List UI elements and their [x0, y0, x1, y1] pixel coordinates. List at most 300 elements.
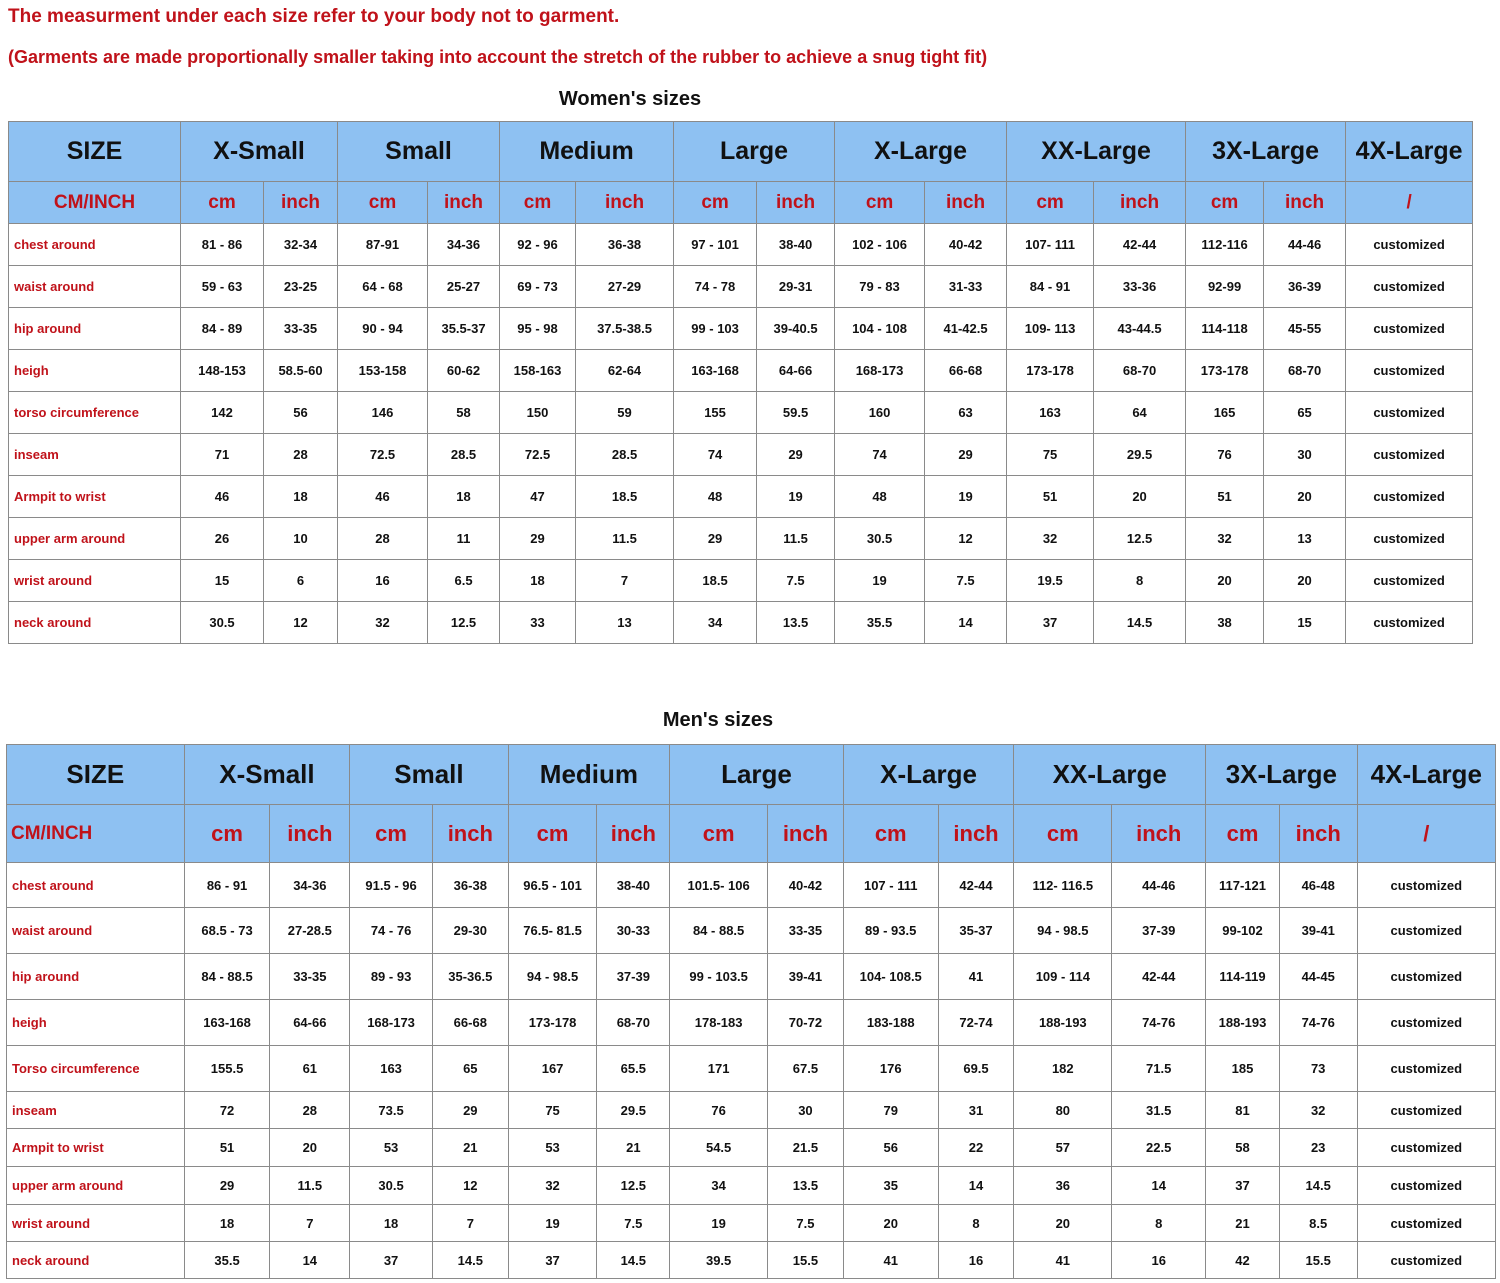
measurement-value: 46-48 [1279, 863, 1357, 908]
unit-header-cell: inch [270, 805, 350, 863]
table-row [7, 1205, 1496, 1242]
table-row [7, 1242, 1496, 1279]
measurement-value: 59 - 63 [181, 266, 264, 308]
measurement-value: 41 [1014, 1242, 1112, 1279]
measurement-value: 64-66 [270, 1000, 350, 1046]
measurement-value: 112-116 [1186, 224, 1264, 266]
measurement-value: 60-62 [428, 350, 500, 392]
measurement-value: 36-38 [576, 224, 674, 266]
measurement-value: 14 [1112, 1167, 1206, 1205]
measurement-value: 27-29 [576, 266, 674, 308]
measurement-value: 63 [925, 392, 1007, 434]
measurement-value: 54.5 [670, 1129, 768, 1167]
measurement-value: 94 - 98.5 [1014, 908, 1112, 954]
measurement-value: 71.5 [1112, 1046, 1206, 1092]
measurement-value: 163-168 [184, 1000, 270, 1046]
measurement-value: 12 [925, 518, 1007, 560]
measurement-value: 20 [270, 1129, 350, 1167]
measurement-value: 94 - 98.5 [508, 954, 597, 1000]
measurement-value: 75 [1007, 434, 1094, 476]
measurement-label: wrist around [9, 560, 181, 602]
measurement-value: 7.5 [768, 1205, 844, 1242]
unit-header-cell: cm [1206, 805, 1280, 863]
table-row [7, 1046, 1496, 1092]
measurement-value: 7.5 [757, 560, 835, 602]
unit-header-cell: inch [576, 182, 674, 224]
measurement-value: 146 [338, 392, 428, 434]
measurement-value: 72.5 [500, 434, 576, 476]
measurement-value: 8 [938, 1205, 1014, 1242]
measurement-value: 27-28.5 [270, 908, 350, 954]
measurement-value: 65.5 [597, 1046, 670, 1092]
size-header-medium: Medium [508, 745, 670, 805]
measurement-value: 20 [1264, 476, 1346, 518]
measurement-value: 34-36 [270, 863, 350, 908]
women-size-header-row [9, 122, 1473, 182]
measurement-label: wrist around [7, 1205, 185, 1242]
measurement-value: 41 [938, 954, 1014, 1000]
measurement-value: 45-55 [1264, 308, 1346, 350]
women-size-table [8, 121, 1473, 644]
measurement-value: 12 [432, 1167, 508, 1205]
measurement-value: 8 [1112, 1205, 1206, 1242]
measurement-value: 84 - 88.5 [184, 954, 270, 1000]
unit-header-cell: cm [1186, 182, 1264, 224]
measurement-value: 33 [500, 602, 576, 644]
measurement-value: 57 [1014, 1129, 1112, 1167]
measurement-value: 158-163 [500, 350, 576, 392]
size-header-medium: Medium [500, 122, 674, 182]
measurement-value: 23 [1279, 1129, 1357, 1167]
measurement-value: 104- 108.5 [843, 954, 938, 1000]
measurement-value: 173-178 [1186, 350, 1264, 392]
measurement-value: 6 [264, 560, 338, 602]
measurement-label: upper arm around [9, 518, 181, 560]
measurement-value: 44-46 [1112, 863, 1206, 908]
measurement-value: 15 [181, 560, 264, 602]
measurement-value: 28.5 [428, 434, 500, 476]
measurement-value: 18 [350, 1205, 433, 1242]
measurement-value: 31 [938, 1092, 1014, 1129]
measurement-label: chest around [9, 224, 181, 266]
measurement-value: 6.5 [428, 560, 500, 602]
measurement-value: 167 [508, 1046, 597, 1092]
measurement-value: 19 [925, 476, 1007, 518]
measurement-value: 69 - 73 [500, 266, 576, 308]
measurement-value: 86 - 91 [184, 863, 270, 908]
measurement-value: 95 - 98 [500, 308, 576, 350]
measurement-value: 74-76 [1279, 1000, 1357, 1046]
table-row [9, 434, 1473, 476]
measurement-value: 35.5-37 [428, 308, 500, 350]
unit-header-cell: cm [670, 805, 768, 863]
measurement-value: 29 [674, 518, 757, 560]
unit-header-cell: inch [1112, 805, 1206, 863]
measurement-value: customized [1357, 1000, 1495, 1046]
size-column-header: SIZE [7, 745, 185, 805]
measurement-value: customized [1346, 476, 1473, 518]
measurement-value: customized [1357, 1129, 1495, 1167]
unit-header-cell: inch [597, 805, 670, 863]
measurement-value: 19.5 [1007, 560, 1094, 602]
measurement-value: 8.5 [1279, 1205, 1357, 1242]
measurement-value: 92 - 96 [500, 224, 576, 266]
table-row [7, 1000, 1496, 1046]
table-row [9, 392, 1473, 434]
measurement-value: 90 - 94 [338, 308, 428, 350]
measurement-value: 87-91 [338, 224, 428, 266]
measurement-value: 74 [835, 434, 925, 476]
measurement-value: 32 [508, 1167, 597, 1205]
measurement-value: 13 [576, 602, 674, 644]
measurement-value: 29.5 [597, 1092, 670, 1129]
measurement-label: neck around [9, 602, 181, 644]
measurement-value: 99-102 [1206, 908, 1280, 954]
measurement-value: 40-42 [925, 224, 1007, 266]
measurement-value: 14.5 [1094, 602, 1186, 644]
measurement-value: 37-39 [1112, 908, 1206, 954]
size-header-xx-large: XX-Large [1007, 122, 1186, 182]
measurement-value: 37 [1007, 602, 1094, 644]
measurement-value: customized [1357, 863, 1495, 908]
measurement-value: 12 [264, 602, 338, 644]
measurement-value: customized [1357, 908, 1495, 954]
note-body-measurement: The measurment under each size refer to your body not to garment. [8, 6, 620, 27]
measurement-value: 80 [1014, 1092, 1112, 1129]
measurement-value: 37 [350, 1242, 433, 1279]
measurement-value: 163-168 [674, 350, 757, 392]
measurement-value: 76 [670, 1092, 768, 1129]
unit-header-cell: inch [432, 805, 508, 863]
measurement-value: 168-173 [350, 1000, 433, 1046]
unit-header-cell: cm [181, 182, 264, 224]
measurement-value: 99 - 103.5 [670, 954, 768, 1000]
measurement-value: 107 - 111 [843, 863, 938, 908]
measurement-value: customized [1346, 266, 1473, 308]
measurement-value: 30.5 [350, 1167, 433, 1205]
measurement-value: 62-64 [576, 350, 674, 392]
measurement-value: 22 [938, 1129, 1014, 1167]
measurement-value: 59.5 [757, 392, 835, 434]
measurement-value: 11.5 [576, 518, 674, 560]
table-row [9, 266, 1473, 308]
table-row [9, 308, 1473, 350]
measurement-value: 36 [1014, 1167, 1112, 1205]
measurement-value: customized [1346, 518, 1473, 560]
measurement-value: 30.5 [181, 602, 264, 644]
measurement-value: 72-74 [938, 1000, 1014, 1046]
table-row [9, 602, 1473, 644]
measurement-value: 33-35 [768, 908, 844, 954]
measurement-value: 188-193 [1206, 1000, 1280, 1046]
measurement-value: 178-183 [670, 1000, 768, 1046]
measurement-value: 102 - 106 [835, 224, 925, 266]
measurement-value: 31-33 [925, 266, 1007, 308]
measurement-value: 185 [1206, 1046, 1280, 1092]
measurement-value: 7 [432, 1205, 508, 1242]
women-sizes-title: Women's sizes [558, 88, 702, 110]
measurement-value: 18.5 [674, 560, 757, 602]
measurement-value: 20 [1094, 476, 1186, 518]
measurement-value: 188-193 [1014, 1000, 1112, 1046]
size-header-3x-large: 3X-Large [1186, 122, 1346, 182]
measurement-label: waist around [7, 908, 185, 954]
measurement-value: 21 [1206, 1205, 1280, 1242]
measurement-value: 18 [428, 476, 500, 518]
measurement-label: heigh [9, 350, 181, 392]
measurement-value: 171 [670, 1046, 768, 1092]
measurement-value: 14.5 [597, 1242, 670, 1279]
measurement-value: 31.5 [1112, 1092, 1206, 1129]
measurement-value: 18 [500, 560, 576, 602]
measurement-value: 20 [1186, 560, 1264, 602]
measurement-value: 28 [270, 1092, 350, 1129]
measurement-value: 25-27 [428, 266, 500, 308]
measurement-value: 32-34 [264, 224, 338, 266]
measurement-value: 114-119 [1206, 954, 1280, 1000]
measurement-value: customized [1357, 1205, 1495, 1242]
measurement-value: 13.5 [768, 1167, 844, 1205]
measurement-value: 19 [757, 476, 835, 518]
table-row [9, 350, 1473, 392]
measurement-value: 163 [350, 1046, 433, 1092]
measurement-value: 109- 113 [1007, 308, 1094, 350]
measurement-value: 7.5 [925, 560, 1007, 602]
measurement-value: 21.5 [768, 1129, 844, 1167]
measurement-value: 14 [270, 1242, 350, 1279]
measurement-value: 81 - 86 [181, 224, 264, 266]
unit-header-cell: cm [184, 805, 270, 863]
measurement-value: 32 [1007, 518, 1094, 560]
measurement-value: 8 [1094, 560, 1186, 602]
measurement-value: 33-35 [270, 954, 350, 1000]
measurement-value: 18 [264, 476, 338, 518]
measurement-value: 39.5 [670, 1242, 768, 1279]
size-header-large: Large [674, 122, 835, 182]
measurement-value: 69.5 [938, 1046, 1014, 1092]
measurement-value: 19 [670, 1205, 768, 1242]
size-header-3x-large: 3X-Large [1206, 745, 1357, 805]
measurement-value: 34-36 [428, 224, 500, 266]
measurement-value: 36-39 [1264, 266, 1346, 308]
measurement-label: waist around [9, 266, 181, 308]
measurement-value: customized [1346, 602, 1473, 644]
measurement-value: 11.5 [270, 1167, 350, 1205]
measurement-value: 37 [1206, 1167, 1280, 1205]
measurement-value: customized [1346, 434, 1473, 476]
measurement-label: Torso circumference [7, 1046, 185, 1092]
measurement-value: 48 [835, 476, 925, 518]
measurement-value: 79 - 83 [835, 266, 925, 308]
unit-header-cell: inch [938, 805, 1014, 863]
measurement-value: customized [1357, 1092, 1495, 1129]
measurement-value: 39-41 [768, 954, 844, 1000]
measurement-value: 41-42.5 [925, 308, 1007, 350]
measurement-value: customized [1346, 350, 1473, 392]
measurement-value: 37-39 [597, 954, 670, 1000]
measurement-value: 68-70 [1264, 350, 1346, 392]
measurement-value: 165 [1186, 392, 1264, 434]
measurement-value: 29-30 [432, 908, 508, 954]
measurement-value: 155.5 [184, 1046, 270, 1092]
measurement-value: 150 [500, 392, 576, 434]
unit-column-header: CM/INCH [7, 805, 185, 863]
table-row [9, 476, 1473, 518]
measurement-value: 28.5 [576, 434, 674, 476]
unit-header-cell: / [1346, 182, 1473, 224]
measurement-value: 35-36.5 [432, 954, 508, 1000]
measurement-value: 142 [181, 392, 264, 434]
measurement-value: customized [1346, 308, 1473, 350]
measurement-value: 37.5-38.5 [576, 308, 674, 350]
measurement-value: 11 [428, 518, 500, 560]
table-row [7, 1129, 1496, 1167]
measurement-label: hip around [7, 954, 185, 1000]
measurement-value: 58.5-60 [264, 350, 338, 392]
measurement-value: 39-41 [1279, 908, 1357, 954]
measurement-value: 163 [1007, 392, 1094, 434]
measurement-value: 74 - 76 [350, 908, 433, 954]
measurement-value: 47 [500, 476, 576, 518]
unit-header-cell: cm [338, 182, 428, 224]
measurement-value: 44-45 [1279, 954, 1357, 1000]
measurement-value: 21 [597, 1129, 670, 1167]
measurement-value: 29-31 [757, 266, 835, 308]
measurement-value: 7 [576, 560, 674, 602]
measurement-value: 12.5 [428, 602, 500, 644]
measurement-value: 117-121 [1206, 863, 1280, 908]
measurement-value: 29.5 [1094, 434, 1186, 476]
measurement-value: customized [1357, 1046, 1495, 1092]
unit-header-cell: cm [350, 805, 433, 863]
measurement-value: 44-46 [1264, 224, 1346, 266]
measurement-value: 7.5 [597, 1205, 670, 1242]
measurement-value: 29 [500, 518, 576, 560]
measurement-value: customized [1357, 1242, 1495, 1279]
measurement-value: 72.5 [338, 434, 428, 476]
measurement-label: heigh [7, 1000, 185, 1046]
measurement-value: 70-72 [768, 1000, 844, 1046]
measurement-value: 42-44 [1094, 224, 1186, 266]
measurement-value: 38 [1186, 602, 1264, 644]
unit-header-cell: inch [768, 805, 844, 863]
measurement-value: 33-35 [264, 308, 338, 350]
measurement-value: 30 [1264, 434, 1346, 476]
measurement-value: 20 [843, 1205, 938, 1242]
measurement-value: customized [1346, 392, 1473, 434]
measurement-value: 46 [338, 476, 428, 518]
measurement-value: 72 [184, 1092, 270, 1129]
unit-header-cell: cm [674, 182, 757, 224]
measurement-value: 74 [674, 434, 757, 476]
measurement-value: 64 - 68 [338, 266, 428, 308]
measurement-value: 76 [1186, 434, 1264, 476]
measurement-value: 153-158 [338, 350, 428, 392]
table-row [7, 954, 1496, 1000]
measurement-value: 35-37 [938, 908, 1014, 954]
measurement-value: 15.5 [1279, 1242, 1357, 1279]
measurement-value: 38-40 [757, 224, 835, 266]
measurement-value: 109 - 114 [1014, 954, 1112, 1000]
measurement-value: 173-178 [508, 1000, 597, 1046]
measurement-label: inseam [9, 434, 181, 476]
size-header-4x-large: 4X-Large [1346, 122, 1473, 182]
measurement-value: 29 [432, 1092, 508, 1129]
measurement-value: 29 [184, 1167, 270, 1205]
measurement-value: 32 [338, 602, 428, 644]
size-header-x-large: X-Large [843, 745, 1014, 805]
measurement-value: 173-178 [1007, 350, 1094, 392]
size-header-small: Small [350, 745, 508, 805]
measurement-value: 14 [938, 1167, 1014, 1205]
measurement-value: customized [1346, 560, 1473, 602]
table-row [7, 908, 1496, 954]
measurement-value: customized [1357, 954, 1495, 1000]
table-row [7, 1092, 1496, 1129]
measurement-value: 34 [670, 1167, 768, 1205]
measurement-label: inseam [7, 1092, 185, 1129]
unit-header-cell: cm [835, 182, 925, 224]
measurement-value: 13 [1264, 518, 1346, 560]
size-header-x-large: X-Large [835, 122, 1007, 182]
measurement-value: 97 - 101 [674, 224, 757, 266]
men-size-table [6, 744, 1496, 1279]
unit-header-cell: inch [925, 182, 1007, 224]
measurement-value: 75 [508, 1092, 597, 1129]
measurement-value: 84 - 91 [1007, 266, 1094, 308]
size-header-x-small: X-Small [184, 745, 350, 805]
measurement-value: 43-44.5 [1094, 308, 1186, 350]
unit-header-cell: cm [1014, 805, 1112, 863]
measurement-value: 48 [674, 476, 757, 518]
unit-header-cell: cm [843, 805, 938, 863]
men-sizes-title: Men's sizes [662, 709, 774, 731]
measurement-value: 12.5 [1094, 518, 1186, 560]
measurement-value: 59 [576, 392, 674, 434]
measurement-value: 65 [1264, 392, 1346, 434]
measurement-value: 29 [757, 434, 835, 476]
measurement-value: 23-25 [264, 266, 338, 308]
measurement-value: 58 [1206, 1129, 1280, 1167]
measurement-value: 40-42 [768, 863, 844, 908]
measurement-value: 41 [843, 1242, 938, 1279]
women-unit-header-row [9, 182, 1473, 224]
size-header-xx-large: XX-Large [1014, 745, 1206, 805]
unit-header-cell: cm [500, 182, 576, 224]
measurement-value: 30 [768, 1092, 844, 1129]
measurement-value: 66-68 [432, 1000, 508, 1046]
measurement-value: 68-70 [597, 1000, 670, 1046]
measurement-value: 14 [925, 602, 1007, 644]
measurement-value: 61 [270, 1046, 350, 1092]
measurement-value: 101.5- 106 [670, 863, 768, 908]
measurement-value: 91.5 - 96 [350, 863, 433, 908]
measurement-value: 7 [270, 1205, 350, 1242]
measurement-label: Armpit to wrist [9, 476, 181, 518]
measurement-value: 33-36 [1094, 266, 1186, 308]
measurement-value: 22.5 [1112, 1129, 1206, 1167]
size-header-large: Large [670, 745, 844, 805]
measurement-value: 89 - 93 [350, 954, 433, 1000]
measurement-value: 18.5 [576, 476, 674, 518]
size-header-small: Small [338, 122, 500, 182]
measurement-value: 89 - 93.5 [843, 908, 938, 954]
measurement-value: 36-38 [432, 863, 508, 908]
measurement-value: customized [1346, 224, 1473, 266]
measurement-value: 26 [181, 518, 264, 560]
measurement-value: customized [1357, 1167, 1495, 1205]
measurement-value: 51 [1186, 476, 1264, 518]
